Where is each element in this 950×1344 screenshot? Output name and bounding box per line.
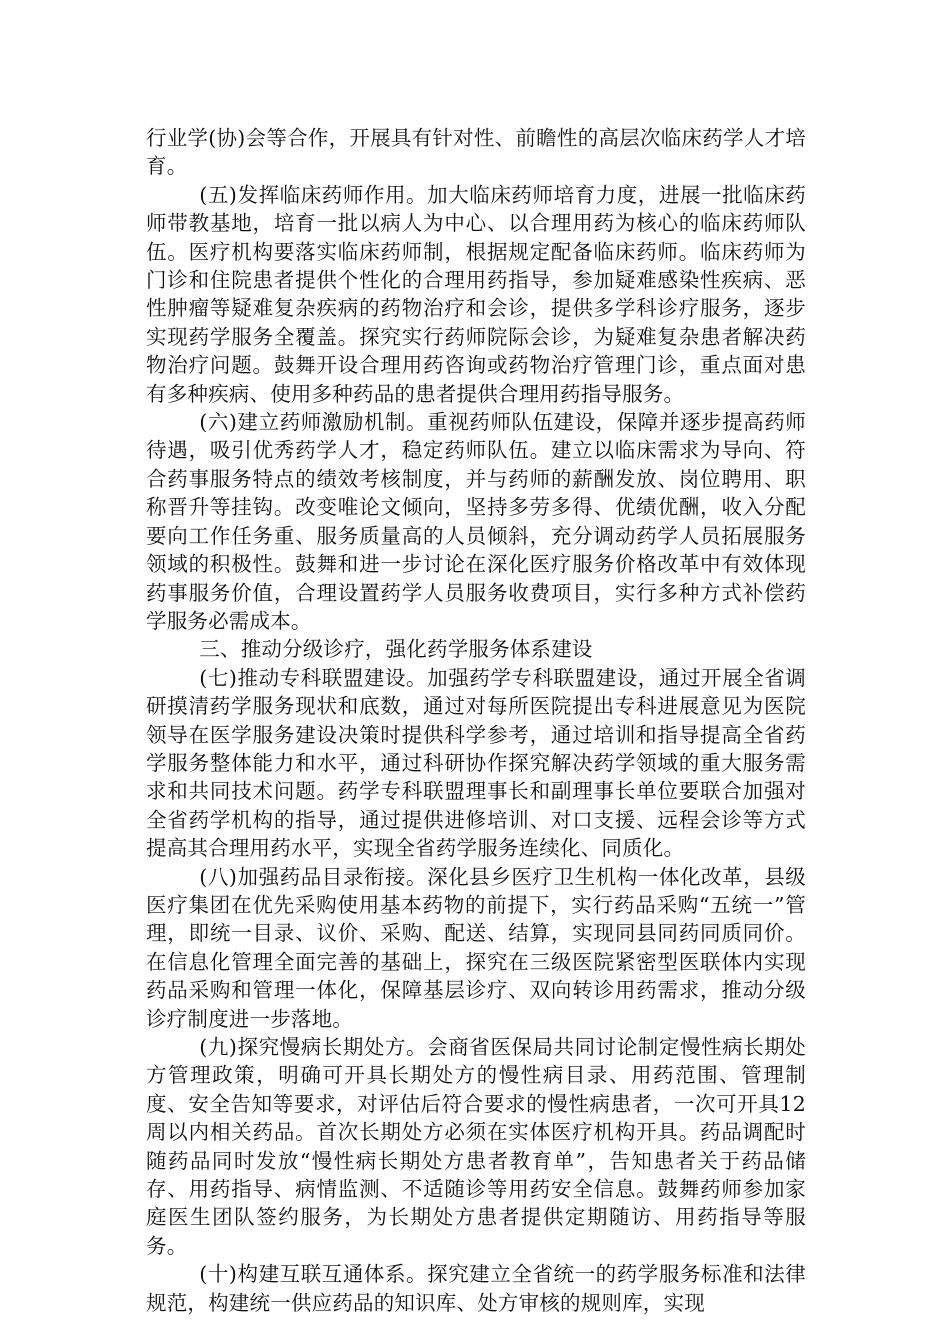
paragraph-item-5: (五)发挥临床药师作用。加大临床药师培育力度，进展一批临床药师带教基地，培育一批以病人为中心、以合理用药为核心的临床药师队伍。医疗机构要落实临床药师制，根据规定配备临床药师。临床药师为门诊和住院患者提供个性化的合理用药指导，参加疑难感染性疾病、恶性肿瘤等疑难复杂疾病的药物治疗和会诊，提供多学科诊疗服务，逐步实现药学服务全覆盖。探究实行药师院际会诊，为疑难复杂患者解决药物治疗问题。鼓舞开设合理用药咨询或药物治疗管理门诊，重点面对患有多种疾病、使用多种药品的患者提供合理用药指导服务。 bbox=[146, 182, 806, 406]
paragraph-item-6: (六)建立药师激励机制。重视药师队伍建设，保障并逐步提高药师待遇，吸引优秀药学人才，稳定药师队伍。建立以临床需求为导向、符合药事服务特点的绩效考核制度，并与药师的薪酬发放、岗位聘用、职称晋升等挂钩。改变唯论文倾向，坚持多劳多得、优绩优酬，收入分配要向工作任务重、服务质量高的人员倾斜，充分调动药学人员拓展服务领域的积极性。鼓舞和进一步讨论在深化医疗服务价格改革中有效体现药事服务价值，合理设置药学人员服务收费项目，实行多种方式补偿药学服务必需成本。 bbox=[146, 410, 806, 633]
paragraph-item-7: (七)推动专科联盟建设。加强药学专科联盟建设，通过开展全省调研摸清药学服务现状和底数，通过对每所医院提出专科进展意见为医院领导在医学服务建设决策时提供科学参考，通过培训和指导提高全省药学服务整体能力和水平，通过科研协作探究解决药学领域的重大服务需求和共同技术问题。药学专科联盟理事长和副理事长单位要联合加强对全省药学机构的指导，通过提供进修培训、对口支援、远程会诊等方式提高其合理用药水平，实现全省药学服务连续化、同质化。 bbox=[146, 665, 806, 861]
paragraph-item-9: (九)探究慢病长期处方。会商省医保局共同讨论制定慢性病长期处方管理政策，明确可开具长期处方的慢性病目录、用药范围、管理制度、安全告知等要求，对评估后符合要求的慢性病患者，一次可开具12周以内相关药品。首次长期处方必须在实体医疗机构开具。药品调配时随药品同时发放“慢性病长期处方患者教育单”，告知患者关于药品储存、用药指导、病情监测、不适随诊等用药安全信息。鼓舞药师参加家庭医生团队签约服务，为长期处方患者提供定期随访、用药指导等服务。 bbox=[146, 1035, 806, 1258]
paragraph-item-8: (八)加强药品目录衔接。深化县乡医疗卫生机构一体化改革，县级医疗集团在优先采购使用基本药物的前提下，实行药品采购“五统一”管理，即统一目录、议价、采购、配送、结算，实现同县同药同质同价。在信息化管理全面完善的基础上，探究在三级医院紧密型医联体内实现药品采购和管理一体化，保障基层诊疗、双向转诊用药需求，推动分级诊疗制度进一步落地。 bbox=[146, 864, 806, 1031]
document-body bbox=[146, 124, 806, 1317]
paragraph-item-10: (十)构建互联互通体系。探究建立全省统一的药学服务标准和法律规范，构建统一供应药品的知识库、处方审核的规则库，实现 bbox=[146, 1262, 806, 1315]
paragraph-continuation: 行业学(协)会等合作，开展具有针对性、前瞻性的高层次临床药学人才培育。 bbox=[146, 126, 806, 179]
section-heading-3: 三、推动分级诊疗，强化药学服务体系建设 bbox=[199, 637, 593, 662]
